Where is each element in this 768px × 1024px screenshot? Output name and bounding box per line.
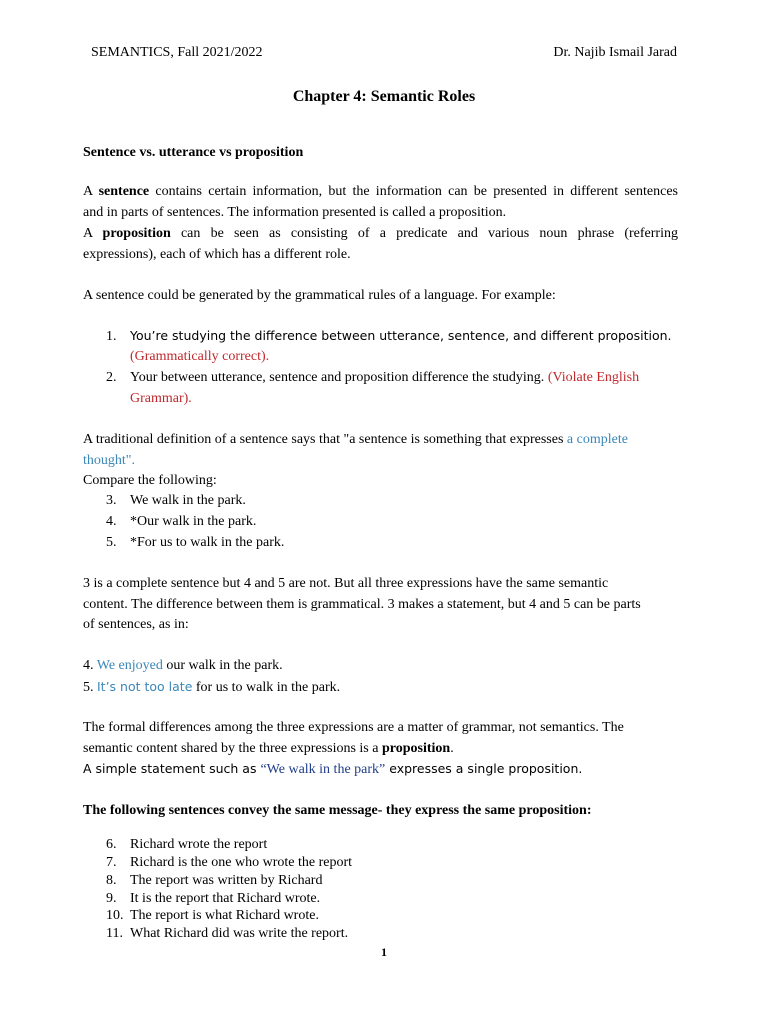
para1-a: A <box>83 184 99 199</box>
definition-text: A traditional definition of a sentence says that "a sentence is something that expresses <box>83 432 567 447</box>
list-item <box>106 368 639 388</box>
paragraph-formal-1: The formal differences among the three expressions are a matter of grammar, not semantics. The <box>83 720 624 735</box>
header-course: SEMANTICS, Fall 2021/2022 <box>91 45 263 60</box>
page-number: 1 <box>381 945 387 959</box>
para2-rest: can be seen as consisting of a predicate and various noun phrase (referring <box>170 226 678 241</box>
term-proposition: proposition <box>102 226 171 241</box>
list-item <box>106 872 322 890</box>
statement-text: A simple statement such as <box>83 761 261 776</box>
para2-a: A <box>83 226 103 241</box>
example-note: (Violate English <box>547 370 640 385</box>
list-item <box>106 533 284 553</box>
example-text: The report is what Richard wrote. <box>130 908 319 923</box>
list-item <box>106 854 352 872</box>
page-title: Chapter 4: Semantic Roles <box>292 88 476 105</box>
term-sentence: sentence <box>98 184 150 199</box>
section-heading-1: Sentence vs. utterance vs proposition <box>83 145 304 160</box>
list-item <box>106 326 672 347</box>
compare-label: Compare the following: <box>83 473 217 488</box>
statement-quote: “We walk in the park” <box>260 762 386 777</box>
list-number: 10. <box>106 908 124 923</box>
example-text: *Our walk in the park. <box>130 514 257 529</box>
list-item <box>106 925 348 943</box>
example-text: What Richard did was write the report. <box>130 926 349 941</box>
paragraph-comparison-2: content. The difference between them is grammatical. 3 makes a statement, but 4 and 5 can be parts <box>83 597 641 612</box>
example-text: Richard is the one who wrote the report <box>130 855 352 870</box>
example-text: We walk in the park. <box>130 493 246 508</box>
paragraph-formal-2 <box>83 739 454 759</box>
list-number: 4. <box>83 658 97 673</box>
example-highlight: It’s not too late <box>97 679 193 694</box>
example-embedded <box>83 677 340 698</box>
definition-highlight-cont: thought". <box>83 453 135 468</box>
list-number: 11. <box>106 926 123 941</box>
example-note-cont: Grammar). <box>130 391 192 406</box>
list-number: 7. <box>106 855 117 870</box>
paragraph-sentence-line2: and in parts of sentences. The information presented is called a proposition. <box>83 205 507 220</box>
section-heading-2: The following sentences convey the same message- they express the same proposition: <box>83 803 592 818</box>
example-text: You’re studying the difference between utterance, sentence, and different proposition. <box>130 328 672 343</box>
example-embedded <box>83 656 283 676</box>
list-item <box>106 890 320 908</box>
list-number: 9. <box>106 891 117 906</box>
list-item <box>106 836 267 854</box>
list-number: 5. <box>83 680 97 695</box>
example-text: *For us to walk in the park. <box>130 535 285 550</box>
example-text: It is the report that Richard wrote. <box>130 891 321 906</box>
term-proposition-2: proposition <box>381 741 451 756</box>
list-number: 8. <box>106 873 117 888</box>
example-text: Richard wrote the report <box>130 837 268 852</box>
list-number: 2. <box>106 370 117 385</box>
paragraph-definition <box>83 430 628 450</box>
paragraph-sentence <box>83 182 678 202</box>
list-number: 3. <box>106 493 117 508</box>
list-number: 5. <box>106 535 117 550</box>
example-text: for us to walk in the park. <box>192 680 341 695</box>
paragraph-comparison-1: 3 is a complete sentence but 4 and 5 are not. But all three expressions have the same semantic <box>83 576 609 591</box>
list-number: 1. <box>106 329 117 344</box>
para1-rest: contains certain information, but the information can be presented in different sentences <box>149 184 679 199</box>
paragraph-proposition <box>83 224 678 244</box>
formal-period: . <box>450 741 454 756</box>
paragraph-generated: A sentence could be generated by the grammatical rules of a language. For example: <box>83 288 556 303</box>
example-note: (Grammatically correct). <box>130 349 270 364</box>
example-text: The report was written by Richard <box>130 873 323 888</box>
list-number: 4. <box>106 514 117 529</box>
list-number: 6. <box>106 837 117 852</box>
definition-highlight: a complete <box>566 432 628 447</box>
paragraph-formal-3 <box>83 759 582 780</box>
example-highlight: We enjoyed <box>96 658 163 673</box>
list-item <box>106 907 319 925</box>
list-item <box>106 512 256 532</box>
example-text: Your between utterance, sentence and proposition difference the studying. <box>130 370 548 385</box>
example-text: our walk in the park. <box>162 658 283 673</box>
paragraph-proposition-line2: expressions), each of which has a different role. <box>83 247 351 262</box>
formal-text: semantic content shared by the three expressions is a <box>83 741 382 756</box>
statement-text-end: expresses a single proposition. <box>385 761 583 776</box>
paragraph-comparison-3: of sentences, as in: <box>83 617 189 632</box>
header-author: Dr. Najib Ismail Jarad <box>553 45 677 60</box>
list-item <box>106 491 246 511</box>
